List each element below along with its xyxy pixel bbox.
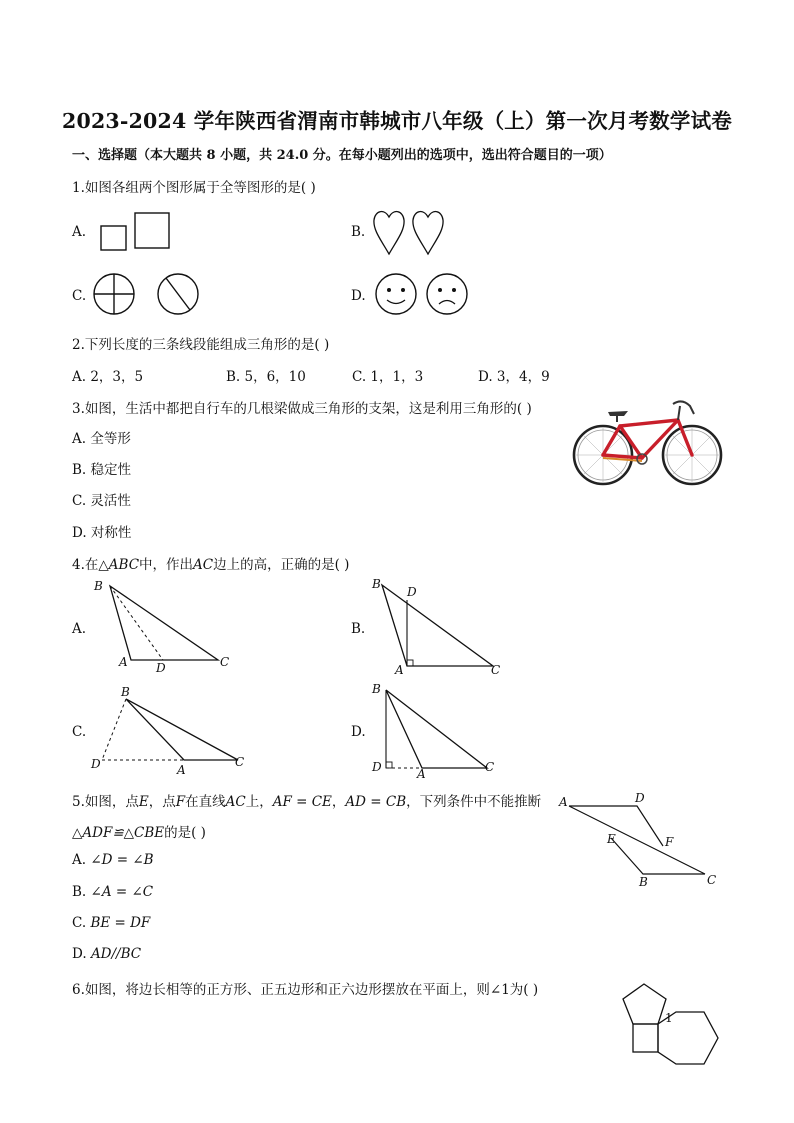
svg-text:C: C (491, 663, 501, 677)
q1-figure-d-faces (372, 270, 472, 318)
q4-figure-d (365, 678, 525, 780)
q1-option-b-label[interactable]: B. (351, 224, 366, 240)
q5-option-b[interactable]: B. ∠A = ∠C (72, 884, 154, 900)
question-5-stem-line1: 5.如图，点E，点F在直线AC上，AF = CE，AD = CB，下列条件中不能推断 (72, 794, 542, 810)
svg-text:1: 1 (665, 1011, 673, 1025)
svg-text:D: D (156, 661, 166, 675)
svg-text:B: B (372, 682, 381, 696)
svg-text:A: A (559, 795, 568, 809)
q2-option-c[interactable]: C. 1，1，3 (352, 369, 424, 385)
q5-option-a[interactable]: A. ∠D = ∠B (72, 852, 154, 868)
svg-text:C: C (235, 755, 245, 769)
svg-text:D: D (91, 757, 101, 771)
svg-text:C: C (485, 760, 495, 774)
svg-text:E: E (607, 832, 616, 846)
q4-figure-a (88, 574, 248, 678)
svg-text:A: A (395, 663, 404, 677)
q1-option-a-label[interactable]: A. (72, 224, 87, 240)
q5-option-c[interactable]: C. BE = DF (72, 915, 151, 931)
q3-option-c[interactable]: C. 灵活性 (72, 493, 131, 509)
q4-figure-b (365, 574, 525, 678)
svg-text:A: A (177, 763, 186, 776)
q1-option-c-label[interactable]: C. (72, 288, 87, 304)
section-heading: 一、选择题（本大题共 8 小题，共 24.0 分。在每小题列出的选项中，选出符合题目的一项） (72, 148, 612, 163)
question-1-stem: 1.如图各组两个图形属于全等图形的是( ) (72, 180, 316, 196)
svg-text:A: A (119, 655, 128, 669)
q4-option-d-label[interactable]: D. (351, 724, 366, 740)
q1-figure-c-circles (92, 272, 204, 318)
question-4-stem: 4.在△ABC中，作出AC边上的高，正确的是( ) (72, 557, 350, 573)
q2-option-d[interactable]: D. 3，4，9 (478, 369, 550, 385)
svg-text:D: D (372, 760, 382, 774)
svg-text:F: F (665, 835, 674, 849)
question-6-stem: 6.如图，将边长相等的正方形、正五边形和正六边形摆放在平面上，则∠1为( ) (72, 982, 539, 998)
bicycle-image (570, 392, 726, 494)
question-3-stem: 3.如图，生活中都把自行车的几根梁做成三角形的支架，这是利用三角形的( ) (72, 401, 532, 417)
question-5-stem-line2: △ADF≌△CBE的是( ) (72, 825, 206, 841)
q2-option-a[interactable]: A. 2，3，5 (72, 369, 144, 385)
page-title: 2023-2024 学年陕西省渭南市韩城市八年级（上）第一次月考数学试卷 (62, 109, 732, 133)
q1-figure-b-hearts (370, 206, 450, 258)
svg-text:D: D (635, 791, 645, 805)
svg-text:A: A (417, 767, 426, 780)
question-2-stem: 2.下列长度的三条线段能组成三角形的是( ) (72, 337, 330, 353)
q5-option-d[interactable]: D. AD//BC (72, 946, 142, 962)
svg-text:B: B (94, 579, 103, 593)
q4-option-a-label[interactable]: A. (72, 621, 87, 637)
q3-option-a[interactable]: A. 全等形 (72, 431, 131, 447)
q4-figure-c (88, 684, 248, 776)
svg-text:B: B (639, 875, 648, 889)
svg-text:C: C (220, 655, 230, 669)
q3-option-b[interactable]: B. 稳定性 (72, 462, 132, 478)
svg-text:D: D (407, 585, 417, 599)
svg-text:C: C (707, 873, 717, 887)
svg-text:B: B (372, 577, 381, 591)
svg-text:B: B (121, 685, 130, 699)
q3-option-d[interactable]: D. 对称性 (72, 525, 132, 541)
q2-option-b[interactable]: B. 5，6，10 (226, 369, 306, 385)
q1-option-d-label[interactable]: D. (351, 288, 366, 304)
q4-option-c-label[interactable]: C. (72, 724, 87, 740)
q1-figure-a-squares (98, 210, 178, 255)
q6-figure (618, 978, 726, 1070)
q5-figure (555, 788, 725, 892)
q4-option-b-label[interactable]: B. (351, 621, 366, 637)
